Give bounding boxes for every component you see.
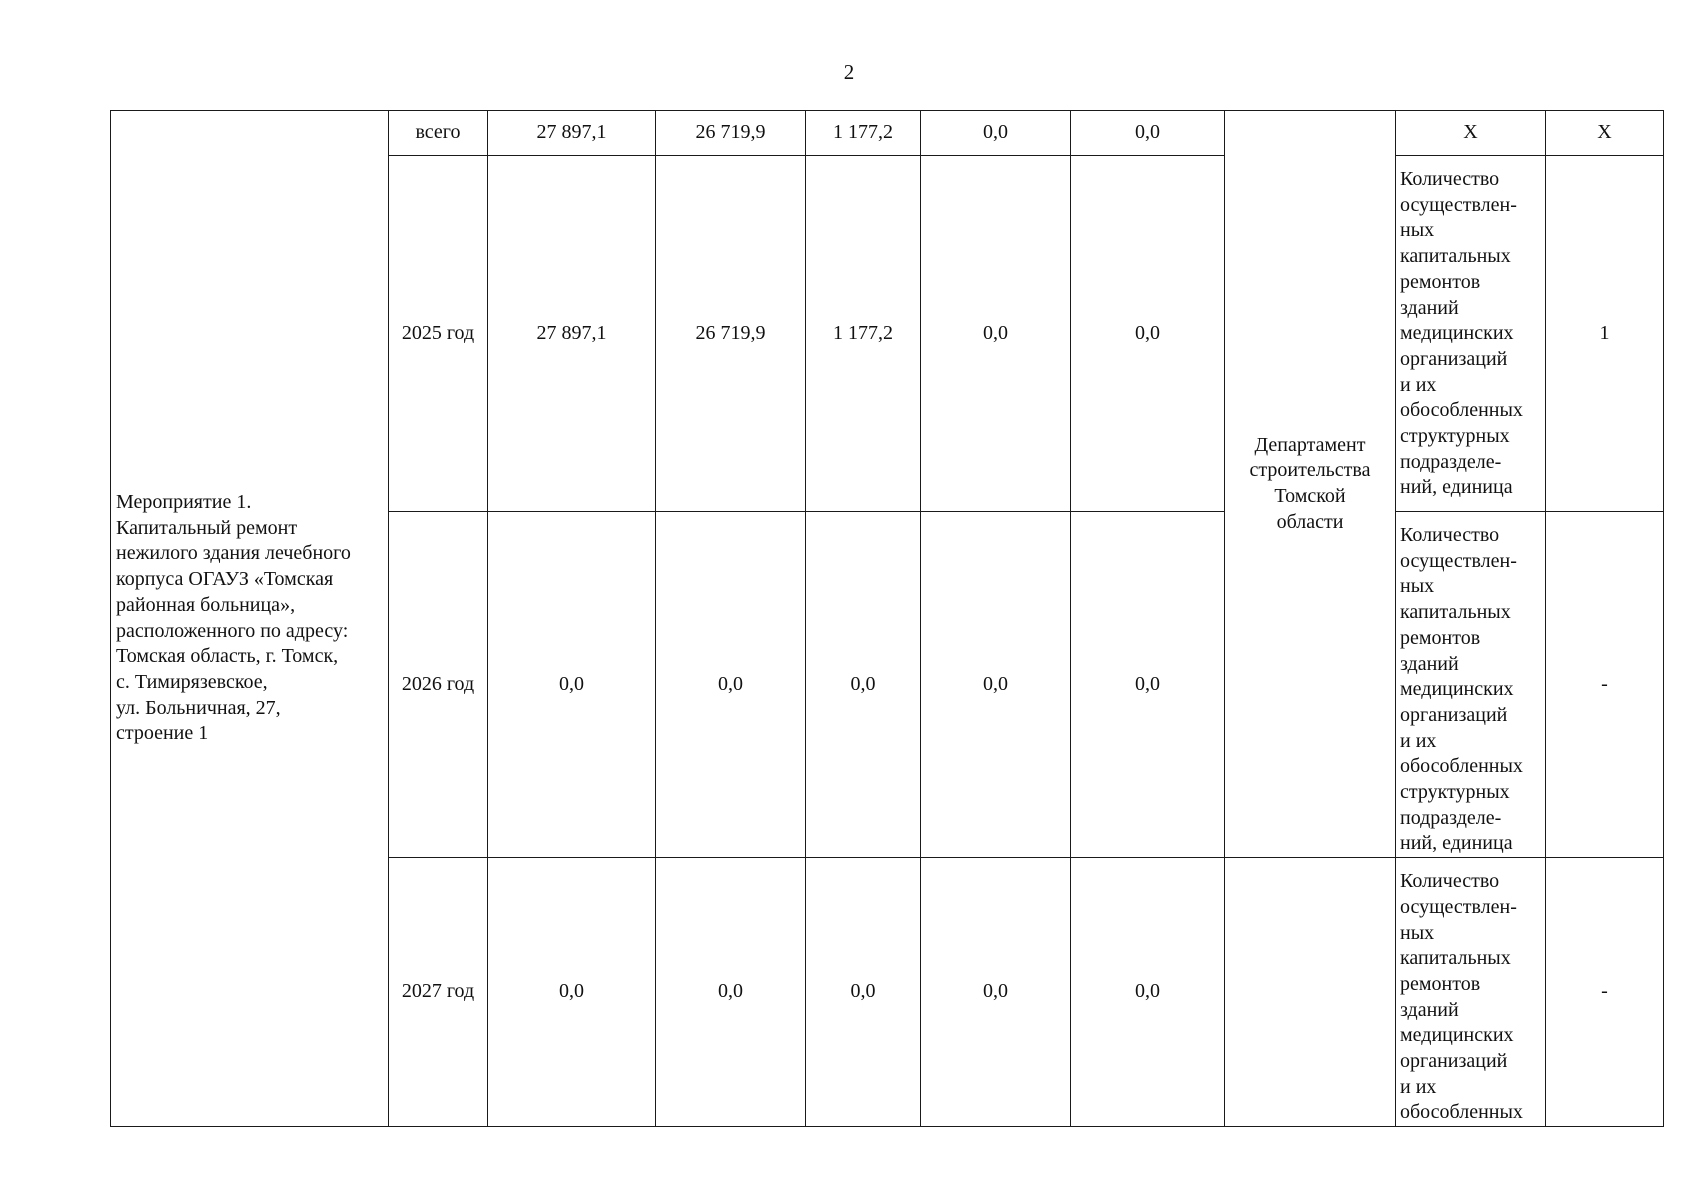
- value-cell: [921, 156, 1071, 512]
- indicator-name: Количество осуществлен- ных капитальных ремонтов зданий медицинских организаций и их обособленных: [1400, 870, 1523, 1124]
- value-cell: [1071, 512, 1225, 858]
- indicator-cell: [1396, 156, 1546, 512]
- value-total: 0,0: [559, 672, 584, 695]
- department-name: Департамент строительства Томской области: [1249, 433, 1371, 533]
- page-number: 2: [843, 60, 855, 84]
- value-cell: [656, 111, 806, 156]
- value-total: 27 897,1: [536, 321, 607, 344]
- indicator-value-cell: [1546, 111, 1664, 156]
- period-cell: [389, 512, 488, 858]
- value-regional: 0,0: [850, 980, 876, 1003]
- event-description: Мероприятие 1. Капитальный ремонт нежилого здания лечебного корпуса ОГАУЗ «Томская районная больница», расположенного по адресу: Томская область, г. Томск, с. Тимирязевское, ул. Больничная, 27, строение 1: [116, 491, 351, 745]
- event-description-cell: [111, 111, 389, 1127]
- indicator-value: 1: [1599, 321, 1610, 344]
- value-cell: [806, 156, 921, 512]
- value-total: 27 897,1: [536, 121, 607, 144]
- period-cell: [389, 156, 488, 512]
- value-cell: [488, 858, 656, 1127]
- indicator-name: Количество осуществлен- ных капитальных ремонтов зданий медицинских организаций и их обособленных структурных подразделе- ний, единица: [1400, 524, 1523, 855]
- value-other: 0,0: [1135, 980, 1160, 1003]
- value-cell: [921, 111, 1071, 156]
- value-total: 0,0: [559, 980, 584, 1003]
- indicator-name: Х: [1463, 121, 1478, 144]
- value-cell: [1071, 858, 1225, 1127]
- period-cell: [389, 111, 488, 156]
- value-federal: 0,0: [718, 980, 743, 1003]
- department-cell: [1225, 111, 1396, 858]
- value-cell: [1071, 111, 1225, 156]
- value-cell: [806, 858, 921, 1127]
- indicator-value-cell: [1546, 512, 1664, 858]
- indicator-cell: [1396, 512, 1546, 858]
- value-regional: 1 177,2: [833, 121, 893, 144]
- value-other: 0,0: [1135, 321, 1160, 344]
- value-cell: [921, 858, 1071, 1127]
- value-cell: [921, 512, 1071, 858]
- value-local: 0,0: [983, 980, 1008, 1003]
- indicator-value-cell: [1546, 156, 1664, 512]
- department-cell-empty: [1225, 858, 1396, 1127]
- indicator-value-cell: [1546, 858, 1664, 1127]
- value-federal: 26 719,9: [695, 321, 766, 344]
- indicator-cell: [1396, 858, 1546, 1127]
- value-federal: 0,0: [718, 672, 743, 695]
- value-cell: [806, 512, 921, 858]
- value-cell: [488, 156, 656, 512]
- value-local: 0,0: [983, 321, 1008, 344]
- indicator-value: -: [1601, 980, 1608, 1003]
- indicator-value: -: [1601, 672, 1608, 695]
- program-table: [110, 110, 1664, 1127]
- period-label: всего: [415, 121, 461, 144]
- indicator-cell: [1396, 111, 1546, 156]
- value-regional: 0,0: [850, 672, 876, 695]
- period-cell: [389, 858, 488, 1127]
- value-cell: [488, 111, 656, 156]
- table-row-total: [111, 111, 1664, 156]
- value-cell: [656, 512, 806, 858]
- value-federal: 26 719,9: [695, 121, 766, 144]
- indicator-value: Х: [1597, 121, 1612, 144]
- value-local: 0,0: [983, 672, 1008, 695]
- value-cell: [806, 111, 921, 156]
- value-cell: [1071, 156, 1225, 512]
- value-other: 0,0: [1135, 672, 1160, 695]
- value-cell: [488, 512, 656, 858]
- value-local: 0,0: [983, 121, 1008, 144]
- value-cell: [656, 858, 806, 1127]
- period-label: 2027 год: [401, 980, 475, 1003]
- period-label: 2025 год: [401, 321, 475, 344]
- value-other: 0,0: [1135, 121, 1160, 144]
- indicator-name: Количество осуществлен- ных капитальных ремонтов зданий медицинских организаций и их обособленных структурных подразделе- ний, единица: [1400, 168, 1523, 499]
- value-regional: 1 177,2: [833, 321, 893, 344]
- period-label: 2026 год: [401, 672, 475, 695]
- value-cell: [656, 156, 806, 512]
